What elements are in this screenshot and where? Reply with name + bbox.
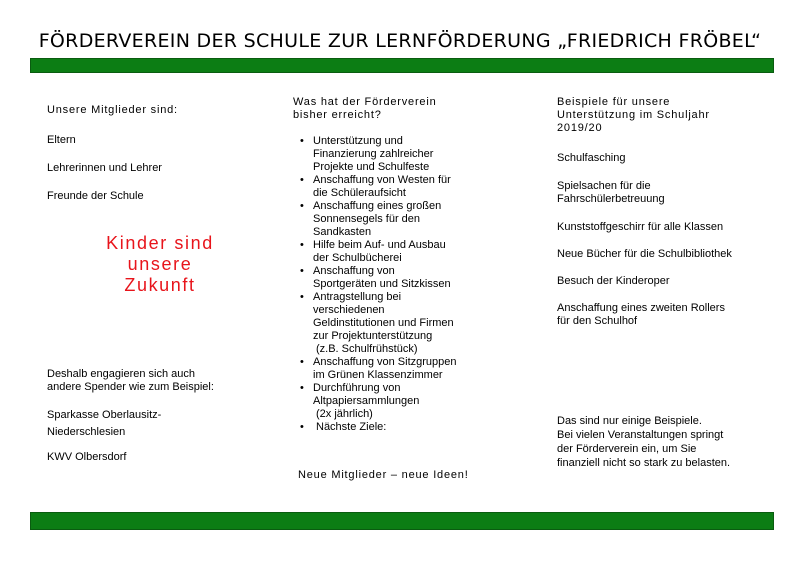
achievements-heading: Was hat der Förderverein: [293, 96, 437, 108]
achievements-heading: bisher erreicht?: [293, 109, 382, 121]
example-item: Schulfasching: [557, 152, 626, 164]
motto-line: Zukunft: [124, 275, 196, 295]
example-item: Besuch der Kinderoper: [557, 275, 670, 287]
sponsor-item: [47, 409, 272, 439]
example-item: Neue Bücher für die Schulbibliothek: [557, 248, 732, 260]
achievements-list: [293, 135, 523, 434]
achievement-item: • Anschaffung von Sportgeräten und Sitzkissen: [313, 265, 523, 291]
sponsors-heading: andere Spender wie zum Beispiel:: [47, 381, 214, 393]
example-item: Kunststoffgeschirr für alle Klassen: [557, 221, 724, 233]
right-column: [557, 96, 782, 328]
right-closing: [557, 414, 787, 470]
sponsor-line: Sparkasse Oberlausitz-: [47, 409, 162, 421]
members-heading: Unsere Mitglieder sind:: [47, 104, 178, 116]
bottom-green-bar: [30, 512, 774, 530]
page-title: FÖRDERVEREIN DER SCHULE ZUR LERNFÖRDERUNG „FRIEDRICH FRÖBEL“: [38, 30, 762, 52]
closing-line: Das sind nur einige Beispiele.: [557, 415, 702, 427]
sponsors-heading: Deshalb engagieren sich auch: [47, 368, 195, 380]
member-item: Freunde der Schule: [47, 190, 144, 202]
top-green-bar: [30, 58, 774, 73]
achievement-item: • Antragstellung bei verschiedenen Geldinstitutionen und Firmen zur Projektunterstützung (z.B. Schulfrühstück): [313, 291, 523, 356]
examples-heading: Unterstützung im Schuljahr: [557, 109, 710, 121]
examples-heading: Beispiele für unsere: [557, 96, 671, 108]
closing-line: finanziell nicht so stark zu belasten.: [557, 457, 731, 469]
examples-heading: 2019/20: [557, 122, 603, 134]
example-item: Anschaffung eines zweiten Rollers für den Schulhof: [557, 302, 725, 327]
achievement-item: • Anschaffung von Westen für die Schüleraufsicht: [313, 174, 523, 200]
closing-line: Bei vielen Veranstaltungen springt: [557, 429, 724, 441]
motto: [80, 233, 240, 296]
sponsor-line: KWV Olbersdorf: [47, 451, 127, 463]
achievement-item: • Anschaffung eines großen Sonnensegels für den Sandkasten: [313, 200, 523, 239]
member-item: Eltern: [47, 134, 76, 146]
achievement-item: • Durchführung von Altpapiersammlungen (2x jährlich): [313, 382, 523, 421]
example-item: Spielsachen für die Fahrschülerbetreuung: [557, 180, 665, 205]
achievement-item: • Nächste Ziele:: [313, 421, 523, 434]
sponsors-section: [47, 368, 272, 464]
achievement-item: • Hilfe beim Auf- und Ausbau der Schulbücherei: [313, 239, 523, 265]
middle-column: [293, 96, 523, 434]
sponsor-line: Niederschlesien: [47, 426, 126, 438]
motto-line: unsere: [127, 254, 193, 274]
achievement-item: • Unterstützung und Finanzierung zahlreicher Projekte und Schulfeste: [313, 135, 523, 174]
closing-slogan: Neue Mitglieder – neue Ideen!: [298, 469, 469, 481]
closing-line: der Förderverein ein, um Sie: [557, 443, 697, 455]
achievement-item: • Anschaffung von Sitzgruppen im Grünen Klassenzimmer: [313, 356, 523, 382]
left-column: [47, 104, 267, 203]
member-item: Lehrerinnen und Lehrer: [47, 162, 162, 174]
sponsor-item: [47, 451, 272, 464]
motto-line: Kinder sind: [106, 233, 214, 253]
